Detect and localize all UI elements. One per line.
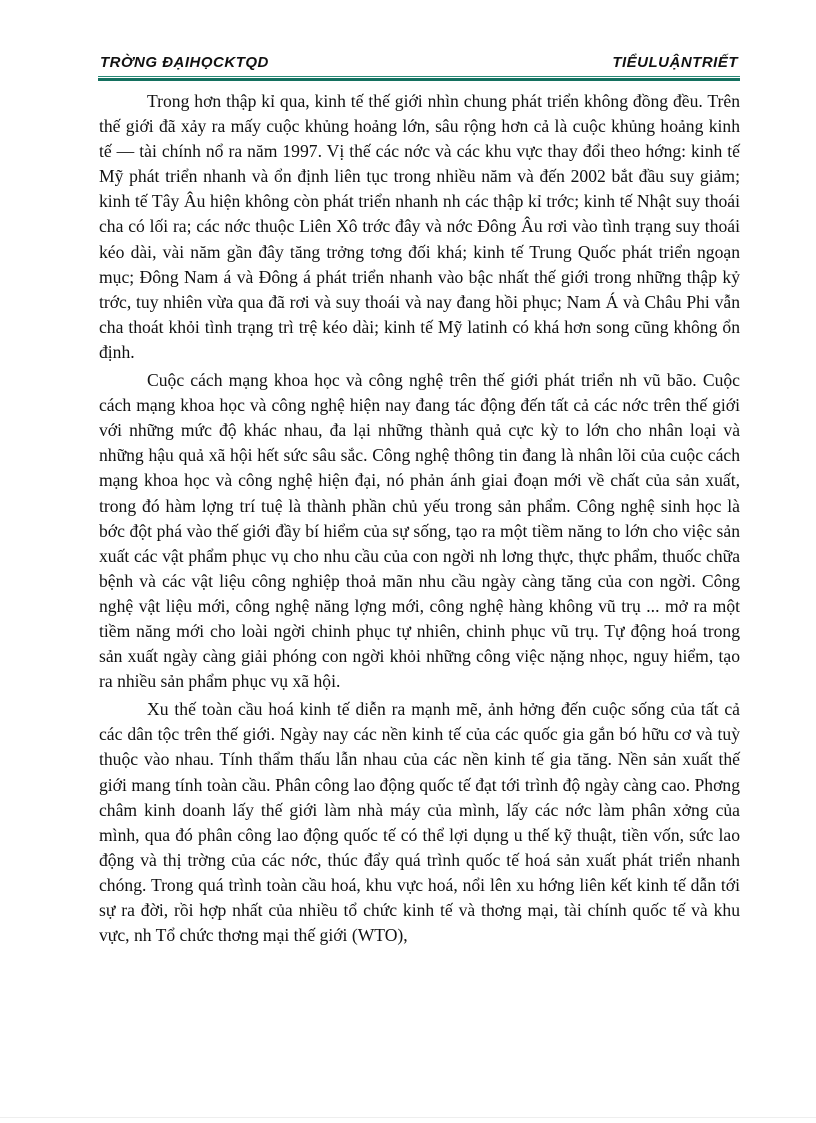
paragraph-science-technology: Cuộc cách mạng khoa học và công nghệ trên thế giới phát triển nh vũ bão. Cuộc cách mạng khoa học và công nghệ hiện nay đang tác động đến tất cả các nớc trên thế giới với những mức độ khác nhau, đa lại những thành quả cực kỳ to lớn cho nhân loại và những hậu quả xã hội hết sức sâu sắc. Công nghệ thông tin đang là nhân lõi của cuộc cách mạng khoa học và công nghệ hiện đại, nó phản ánh giai đoạn mới về chất của sản xuất, trong đó hàm lợng trí tuệ là thành phần chủ yếu trong sản phẩm. Công nghệ sinh học là bớc đột phá vào thế giới đầy bí hiểm của sự sống, tạo ra một tiềm năng to lớn cho việc sản xuất các vật phẩm phục vụ cho nhu cầu của con ngời nh lơng thực, thực phẩm, thuốc chữa bệnh và các vật liệu công nghiệp thoả mãn nhu cầu ngày càng tăng của con ngời. Công nghệ vật liệu mới, công nghệ năng lợng mới, công nghệ hàng không vũ trụ ... mở ra một tiềm năng mới cho loài ngời chinh phục tự nhiên, chinh phục vũ trụ. Tự động hoá trong sản xuất ngày càng giải phóng con ngời khỏi những công việc nặng nhọc, nguy hiểm, tạo ra nhiều sản phẩm phục vụ xã hội. xyxy=(99,370,740,692)
header-school-name: TRỜNG ĐẠIHỌCKTQD xyxy=(100,54,269,71)
header-rule-thin xyxy=(98,76,740,77)
page-header xyxy=(98,54,740,78)
paragraph-globalization: Xu thế toàn cầu hoá kinh tế diễn ra mạnh mẽ, ảnh hởng đến cuộc sống của tất cả các dân tộc trên thế giới. Ngày nay các nền kinh tế của các quốc gia gắn bó hữu cơ và tuỳ thuộc vào nhau. Tính thẩm thấu lẫn nhau của các nền kinh tế gia tăng. Nền sản xuất thế giới mang tính toàn cầu. Phân công lao động quốc tế đạt tới trình độ ngày càng cao. Phơng châm kinh doanh lấy thế giới làm nhà máy của mình, lấy các nớc làm phân xởng của mình, qua đó phân công lao động quốc tế có thể lợi dụng u thế kỹ thuật, tiền vốn, sức lao động và thị trờng của các nớc, thúc đẩy quá trình quốc tế hoá sản xuất phát triển nhanh chóng. Trong quá trình toàn cầu hoá, khu vực hoá, nổi lên xu hớng liên kết kinh tế dẫn tới sự ra đời, rồi hợp nhất của nhiều tổ chức kinh tế và thơng mại, tài chính quốc tế và khu vực, nh Tổ chức thơng mại thế giới (WTO), xyxy=(99,699,740,946)
page-bottom-edge xyxy=(0,1117,816,1118)
paragraph-world-economy: Trong hơn thập kỉ qua, kinh tế thế giới nhìn chung phát triển không đồng đều. Trên thế giới đã xảy ra mấy cuộc khủng hoảng lớn, sâu rộng hơn cả là cuộc khủng hoảng kinh tế — tài chính nổ ra năm 1997. Vị thế các nớc và các khu vực thay đổi theo hớng: kinh tế Mỹ phát triển nhanh và ổn định liên tục trong nhiều năm và đến 2002 bắt đầu suy giảm; kinh tế Tây Âu hiện không còn phát triển nhanh nh các thập kỉ trớc; kinh tế Nhật suy thoái cha có lối ra; các nớc thuộc Liên Xô trớc đây và nớc Đông Âu rơi vào tình trạng suy thoái kéo dài, vài năm gần đây tăng trởng tơng đối khá; kinh tế Trung Quốc phát triển ngoạn mục; Đông Nam á và Đông á phát triển nhanh vào bậc nhất thế giới trong những thập kỷ trớc, tuy nhiên vừa qua đã rơi và suy thoái và nay đang hồi phục; Nam Á và Châu Phi vẫn cha thoát khỏi tình trạng trì trệ kéo dài; kinh tế Mỹ latinh có khá hơn song cũng không ổn định. xyxy=(99,91,740,362)
header-rule-thick xyxy=(98,78,740,81)
document-body xyxy=(99,89,740,951)
header-document-title: TIỂULUẬNTRIẾT xyxy=(612,54,738,71)
